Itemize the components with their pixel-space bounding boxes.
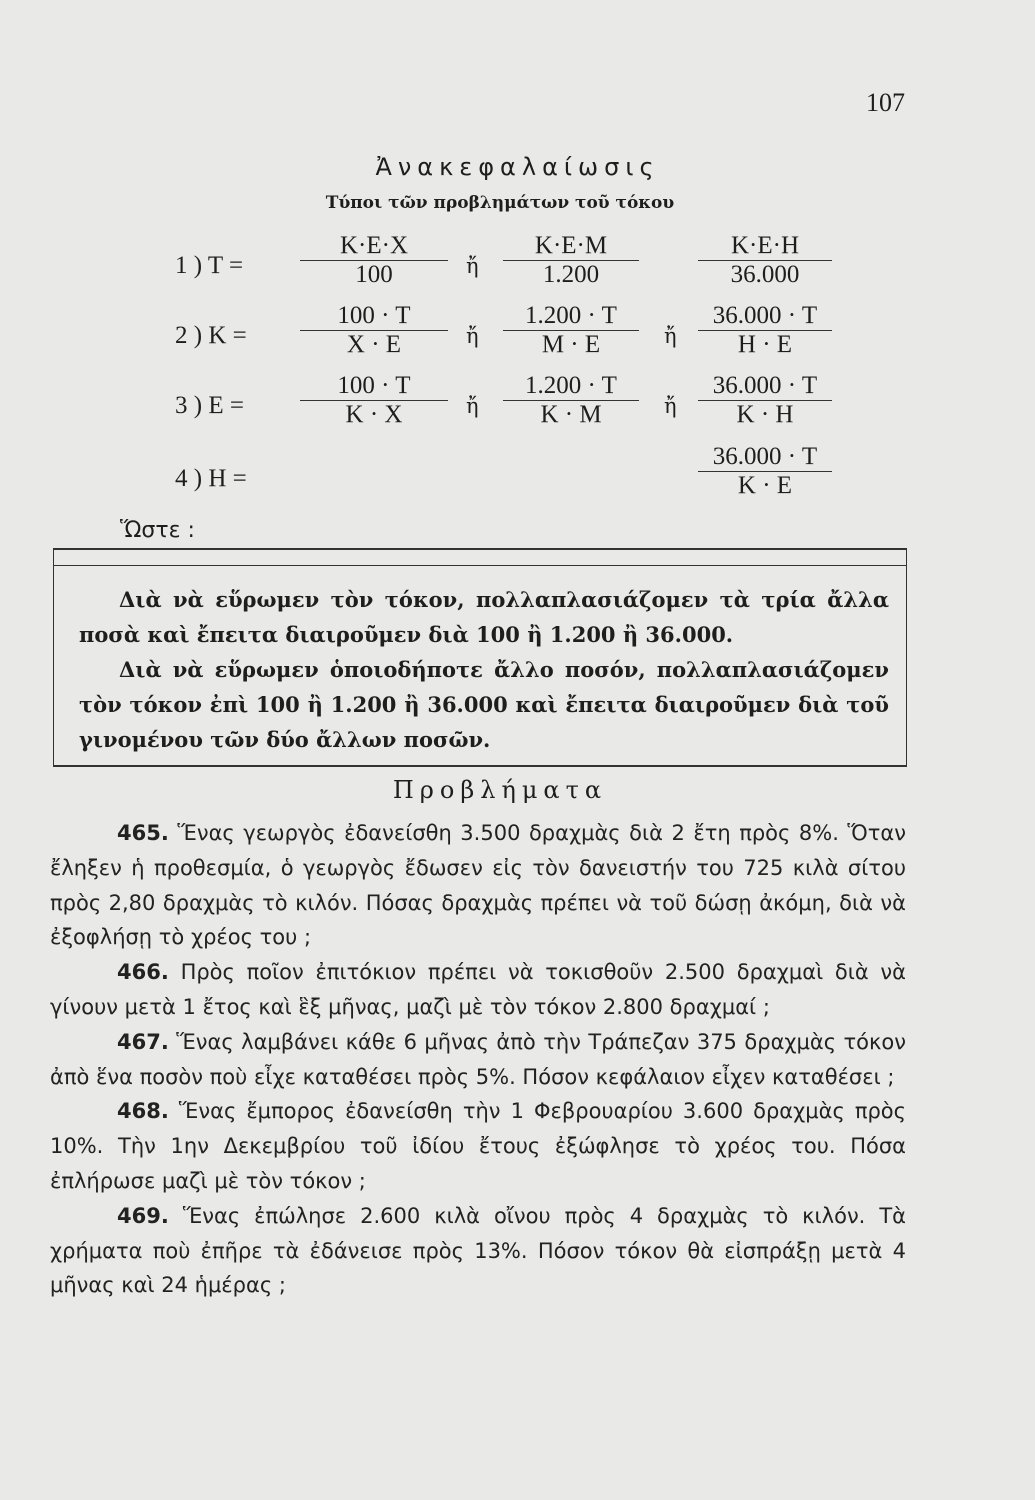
denominator: 1.200 bbox=[542, 261, 600, 288]
denominator: Κ · Μ bbox=[540, 401, 602, 428]
denominator: Κ · Ε bbox=[737, 472, 793, 499]
section-title: Ἀνακεφαλαίωσις bbox=[375, 153, 660, 181]
or-word: ἤ bbox=[466, 324, 479, 348]
fraction bbox=[698, 232, 832, 289]
problem-item bbox=[50, 955, 906, 1025]
formula-row-4 bbox=[0, 443, 1035, 513]
numerator: 100 · Τ bbox=[337, 302, 411, 329]
section-subtitle: Τύποι τῶν προβλημάτων τοῦ τόκου bbox=[325, 193, 675, 213]
numerator: 36.000 · Τ bbox=[712, 372, 818, 399]
problem-number: 467. bbox=[117, 1029, 169, 1054]
numerator: Κ·Ε·Η bbox=[730, 232, 800, 259]
problem-number: 466. bbox=[117, 960, 169, 985]
problem-number: 469. bbox=[117, 1203, 169, 1228]
problem-number: 465. bbox=[117, 821, 169, 845]
fraction bbox=[503, 302, 639, 359]
formula-label: 1 ) Τ = bbox=[175, 252, 244, 279]
numerator: 100 · Τ bbox=[337, 372, 411, 399]
numerator: Κ·Ε·Χ bbox=[339, 232, 409, 259]
fraction bbox=[300, 372, 448, 429]
fraction bbox=[503, 232, 639, 289]
numerator: 36.000 · Τ bbox=[712, 302, 818, 329]
or-word: ἤ bbox=[466, 394, 479, 418]
numerator: 1.200 · Τ bbox=[525, 302, 617, 329]
rule-text bbox=[79, 582, 889, 757]
formula-row-2 bbox=[0, 302, 1035, 372]
or-word: ἤ bbox=[664, 324, 677, 348]
fraction bbox=[300, 232, 448, 289]
denominator: Κ · Χ bbox=[345, 401, 403, 428]
formula-row-1 bbox=[0, 232, 1035, 302]
problem-text: Πρὸς ποῖον ἐπιτόκιον πρέπει νὰ τοκισθοῦν 2.500 δραχμαὶ διὰ νὰ γίνουν μετὰ 1 ἔτος καὶ ἓξ μῆνας, μαζὶ μὲ τὸν τόκον 2.800 δραχμαί ; bbox=[50, 960, 906, 1019]
problem-item bbox=[50, 1094, 906, 1198]
problem-text: Ἕνας λαμβάνει κάθε 6 μῆνας ἀπὸ τὴν Τράπεζαν 375 δραχμὰς τόκον ἀπὸ ἕνα ποσὸν ποὺ εἶχε καταθέσει πρὸς 5%. Πόσον κεφάλαιον εἶχεν καταθέσει ; bbox=[50, 1029, 906, 1089]
problem-number: 468. bbox=[117, 1099, 169, 1124]
problem-item bbox=[50, 1199, 906, 1303]
formula-label: 2 ) Κ = bbox=[175, 322, 247, 349]
formula-label: 4 ) Η = bbox=[175, 465, 247, 492]
fraction bbox=[698, 443, 832, 500]
problems-list bbox=[50, 816, 906, 1303]
or-word: ἤ bbox=[466, 254, 479, 278]
problem-item bbox=[50, 1025, 906, 1095]
denominator: Χ · Ε bbox=[346, 331, 402, 358]
formula-label: 3 ) Ε = bbox=[175, 392, 244, 419]
denominator: 36.000 bbox=[730, 261, 800, 288]
conclusion-label: Ὥστε : bbox=[120, 518, 195, 543]
fraction bbox=[698, 372, 832, 429]
problem-text: Ἕνας γεωργὸς ἐδανείσθη 3.500 δραχμὰς διὰ 2 ἔτη πρὸς 8%. Ὅταν ἔληξεν ἡ προθεσμία, ὁ γεωργὸς ἔδωσεν εἰς τὸν δανειστήν του 725 κιλὰ σίτου πρὸς 2,80 δραχμὰς τὸ κιλόν. Πόσας δραχμὰς πρέπει νὰ τοῦ δώσῃ ἀκόμη, διὰ νὰ ἐξοφλήσῃ τὸ χρέος του ; bbox=[50, 821, 906, 950]
numerator: 1.200 · Τ bbox=[525, 372, 617, 399]
or-word: ἤ bbox=[664, 394, 677, 418]
rule-paragraph-2: Διὰ νὰ εὕρωμεν ὁποιοδήποτε ἄλλο ποσόν, πολλαπλασιάζομεν τὸν τόκον ἐπὶ 100 ἢ 1.200 ἢ 36.000 καὶ ἔπειτα διαιροῦμεν διὰ τοῦ γινομένου τῶν δύο ἄλλων ποσῶν. bbox=[79, 657, 889, 752]
numerator: 36.000 · Τ bbox=[712, 443, 818, 470]
denominator: Μ · Ε bbox=[541, 331, 601, 358]
problem-text: Ἕνας ἔμπορος ἐδανείσθη τὴν 1 Φεβρουαρίου 3.600 δραχμὰς πρὸς 10%. Τὴν 1ην Δεκεμβρίου τοῦ ἰδίου ἔτους ἐξώφλησε τὸ χρέος του. Πόσα ἐπλήρωσε μαζὶ μὲ τὸν τόκον ; bbox=[50, 1099, 906, 1193]
denominator: Η · Ε bbox=[737, 331, 793, 358]
problems-title: Προβλήματα bbox=[392, 776, 608, 804]
formula-row-3 bbox=[0, 372, 1035, 442]
problem-text: Ἕνας ἐπώλησε 2.600 κιλὰ οἴνου πρὸς 4 δραχμὰς τὸ κιλόν. Τὰ χρήματα ποὺ ἐπῆρε τὰ ἐδάνεισε πρὸς 13%. Πόσον τόκον θὰ εἰσπράξῃ μετὰ 4 μῆνας καὶ 24 ἡμέρας ; bbox=[50, 1203, 906, 1298]
problem-item bbox=[50, 816, 906, 955]
fraction bbox=[698, 302, 832, 359]
rule-paragraph-1: Διὰ νὰ εὕρωμεν τὸν τόκον, πολλαπλασιάζομεν τὰ τρία ἄλλα ποσὰ καὶ ἔπειτα διαιροῦμεν διὰ 100 ἢ 1.200 ἢ 36.000. bbox=[79, 587, 889, 647]
denominator: 100 bbox=[355, 261, 393, 288]
fraction bbox=[503, 372, 639, 429]
fraction bbox=[300, 302, 448, 359]
denominator: Κ · Η bbox=[736, 401, 794, 428]
page-number: 107 bbox=[866, 88, 905, 117]
numerator: Κ·Ε·Μ bbox=[534, 232, 608, 259]
